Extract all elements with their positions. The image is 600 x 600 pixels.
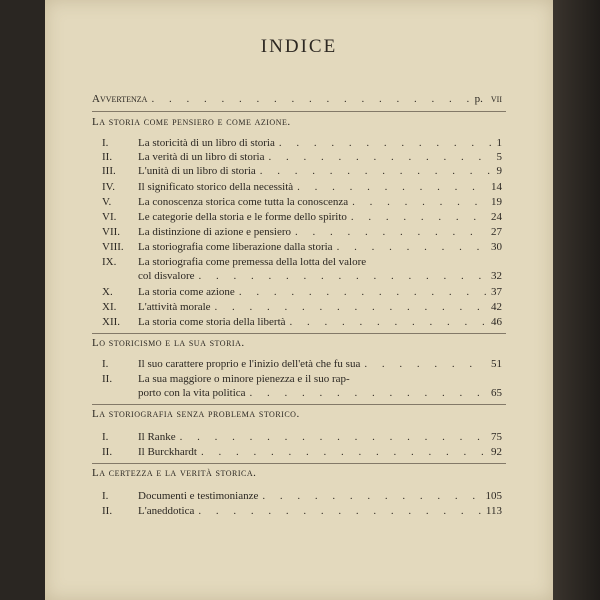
divider: [92, 463, 506, 464]
page-number: 46: [491, 316, 502, 328]
entry-title: La conoscenza storica come tutta la conoscenza: [138, 196, 349, 208]
entry-title: La verità di un libro di storia: [138, 151, 265, 163]
entry-title: Il suo carattere proprio e l'inizio dell'età che fu sua: [138, 358, 361, 370]
entry-title: Avvertenza: [92, 93, 148, 105]
chapter-number: II.: [102, 505, 113, 517]
chapter-number: I.: [102, 431, 109, 443]
entry-title: La storiografia come liberazione dalla storia: [138, 241, 333, 253]
dot-leader: [151, 92, 470, 106]
divider: [92, 333, 506, 334]
page-number: 27: [491, 226, 502, 238]
chapter-number: V.: [102, 196, 112, 208]
toc-entry: [102, 164, 502, 178]
toc-entry: [102, 240, 502, 254]
toc-entry-continuation: [138, 386, 502, 400]
entry-title: La storicità di un libro di storia: [138, 137, 275, 149]
toc-entry: [102, 255, 502, 269]
dot-leader: [279, 136, 493, 150]
page-number: 113: [485, 505, 502, 517]
toc-entry: [102, 445, 502, 459]
entry-title: Il Burckhardt: [138, 446, 197, 458]
toc-entry: [102, 195, 502, 209]
page-number: 75: [491, 431, 502, 443]
page-number: 65: [491, 387, 502, 399]
section-heading: Lo storicismo e la sua storia.: [92, 337, 245, 349]
entry-title: La sua maggiore o minore pienezza e il suo rap-: [138, 373, 350, 385]
page-number: 5: [496, 151, 502, 163]
book-page: [45, 0, 553, 600]
entry-title: L'aneddotica: [138, 505, 195, 517]
toc-entry: [102, 504, 502, 518]
page-number: 92: [491, 446, 502, 458]
dot-leader: [199, 269, 487, 283]
entry-title-continued: col disvalore: [138, 270, 195, 282]
toc-entry: [102, 372, 502, 386]
chapter-number: I.: [102, 490, 109, 502]
entry-title: Documenti e testimonianze: [138, 490, 259, 502]
entry-title: Il Ranke: [138, 431, 176, 443]
dot-leader: [268, 150, 492, 164]
dot-leader: [239, 285, 487, 299]
dot-leader: [250, 386, 487, 400]
page-number: 30: [491, 241, 502, 253]
entry-title-continued: porto con la vita politica: [138, 387, 246, 399]
toc-entry: [102, 300, 502, 314]
toc-entry: [102, 136, 502, 150]
page-number: 19: [491, 196, 502, 208]
dot-leader: [364, 357, 487, 371]
entry-title: La distinzione di azione e pensiero: [138, 226, 292, 238]
chapter-number: XI.: [102, 301, 117, 313]
entry-title: L'unità di un libro di storia: [138, 165, 256, 177]
entry-title: La storiografia come premessa della lotta del valore: [138, 256, 367, 268]
divider: [92, 111, 506, 112]
toc-entry: [102, 285, 502, 299]
page-number: 14: [491, 181, 502, 193]
dot-leader: [198, 504, 482, 518]
toc-entry: [102, 315, 502, 329]
page-prefix: p.: [474, 93, 483, 105]
dot-leader: [260, 164, 493, 178]
entry-title: Le categorie della storia e le forme dello spirito: [138, 211, 347, 223]
toc-entry-continuation: [138, 269, 502, 283]
toc-entry: [102, 357, 502, 371]
chapter-number: VII.: [102, 226, 121, 238]
toc-entry: [102, 150, 502, 164]
chapter-number: VI.: [102, 211, 117, 223]
page-number: 105: [485, 490, 502, 502]
dot-leader: [180, 430, 487, 444]
toc-entry-avvertenza: [92, 92, 502, 106]
page-number: 37: [491, 286, 502, 298]
entry-title: L'attività morale: [138, 301, 211, 313]
section-heading: La storiografia senza problema storico.: [92, 408, 300, 420]
section-heading: La storia come pensiero e come azione.: [92, 116, 291, 128]
page-number: 9: [496, 165, 502, 177]
chapter-number: II.: [102, 446, 113, 458]
toc-entry: [102, 225, 502, 239]
chapter-number: II.: [102, 373, 113, 385]
chapter-number: II.: [102, 151, 113, 163]
dot-leader: [290, 315, 487, 329]
chapter-number: VIII.: [102, 241, 124, 253]
page-number: 51: [491, 358, 502, 370]
toc-entry: [102, 430, 502, 444]
chapter-number: IV.: [102, 181, 115, 193]
section-heading: La certezza e la verità storica.: [92, 467, 257, 479]
dot-leader: [262, 489, 481, 503]
toc-entry: [102, 210, 502, 224]
dot-leader: [351, 210, 487, 224]
dot-leader: [295, 225, 487, 239]
entry-title: La storia come storia della libertà: [138, 316, 286, 328]
dot-leader: [201, 445, 487, 459]
page-number: 32: [491, 270, 502, 282]
entry-title: Il significato storico della necessità: [138, 181, 294, 193]
chapter-number: X.: [102, 286, 113, 298]
dot-leader: [352, 195, 487, 209]
page-number: 42: [491, 301, 502, 313]
page-title: INDICE: [260, 36, 338, 57]
page-number: 1: [496, 137, 502, 149]
dot-leader: [215, 300, 487, 314]
chapter-number: I.: [102, 137, 109, 149]
page-edge-shadow: [553, 0, 600, 600]
toc-entry: [102, 180, 502, 194]
page-number: 24: [491, 211, 502, 223]
entry-title: La storia come azione: [138, 286, 235, 298]
dot-leader: [337, 240, 487, 254]
page-number: vii: [490, 93, 502, 105]
toc-entry: [102, 489, 502, 503]
chapter-number: IX.: [102, 256, 117, 268]
chapter-number: I.: [102, 358, 109, 370]
divider: [92, 404, 506, 405]
chapter-number: III.: [102, 165, 116, 177]
chapter-number: XII.: [102, 316, 121, 328]
dot-leader: [297, 180, 487, 194]
